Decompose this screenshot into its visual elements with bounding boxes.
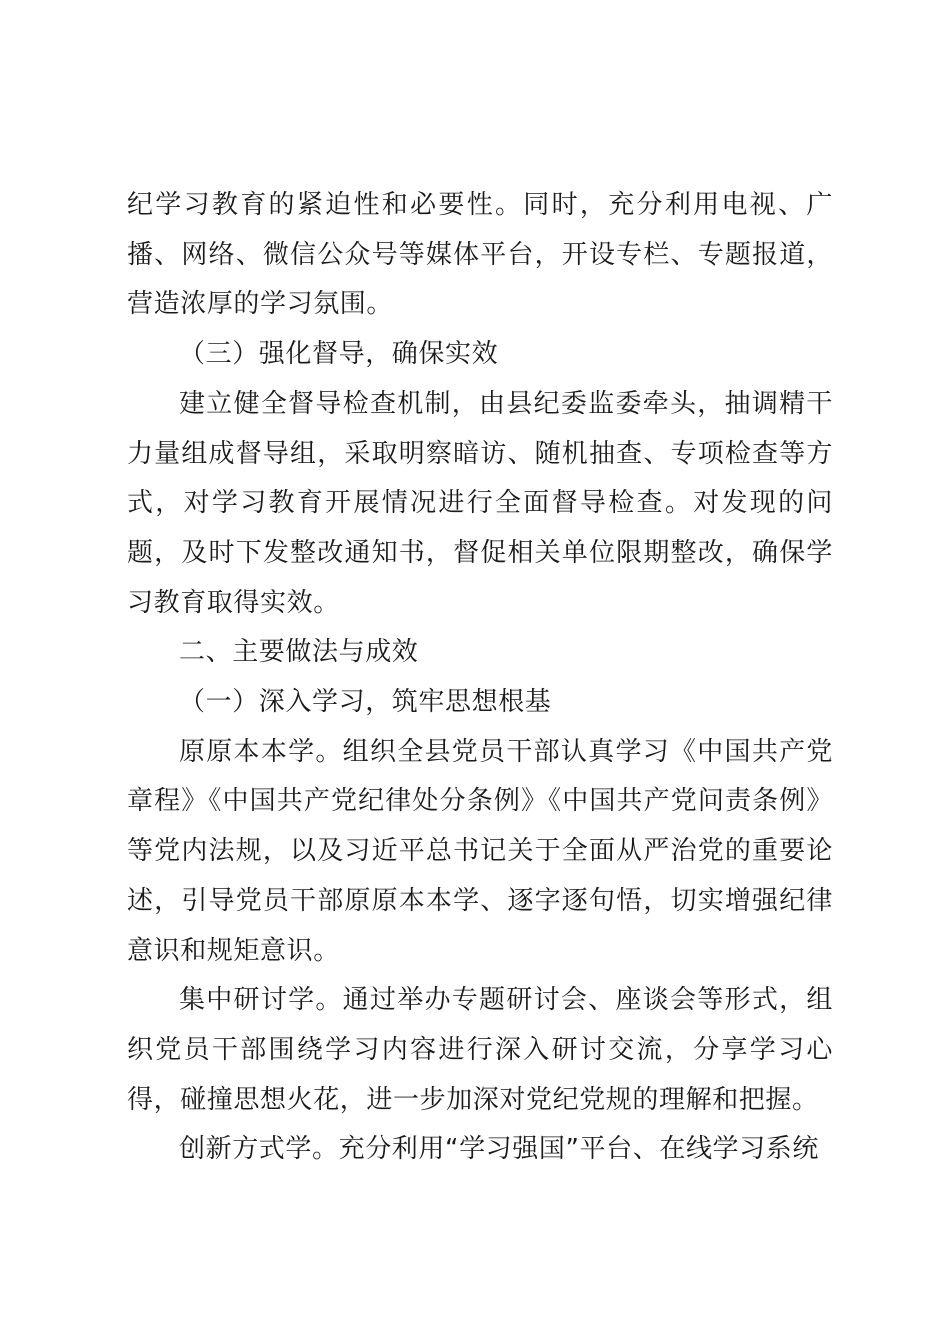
subheading-supervision: （三）强化督导，确保实效: [179, 339, 499, 370]
paragraph-group-discussion: 集中研讨学。通过举办专题研讨会、座谈会等形式，组织党员干部围绕学习内容进行深入研讨交流，分享学习心得，碰撞思想火花，进一步加深对党纪党规的理解和把握。: [127, 985, 833, 1115]
paragraph-original-study: 原原本本学。组织全县党员干部认真学习《中国共产党章程》《中国共产党纪律处分条例》《中国共产党问责条例》等党内法规，以及习近平总书记关于全面从严治党的重要论述，引导党员干部原原本本学、逐字逐句悟，切实增强纪律意识和规矩意识。: [127, 736, 833, 966]
document-body: [127, 181, 833, 1175]
paragraph-continuation: 纪学习教育的紧迫性和必要性。同时，充分利用电视、广播、网络、微信公众号等媒体平台，开设专栏、专题报道，营造浓厚的学习氛围。: [127, 190, 833, 320]
section-heading-main-practices: 二、主要做法与成效: [179, 637, 419, 668]
paragraph-supervision: 建立健全督导检查机制，由县纪委监委牵头，抽调精干力量组成督导组，采取明察暗访、随机抽查、专项检查等方式，对学习教育开展情况进行全面督导检查。对发现的问题，及时下发整改通知书，督促相关单位限期整改，确保学习教育取得实效。: [127, 388, 833, 618]
subheading-in-depth-study: （一）深入学习，筑牢思想根基: [179, 687, 552, 718]
paragraph-innovative-study: 创新方式学。充分利用“学习强国”平台、在线学习系统: [179, 1134, 819, 1165]
